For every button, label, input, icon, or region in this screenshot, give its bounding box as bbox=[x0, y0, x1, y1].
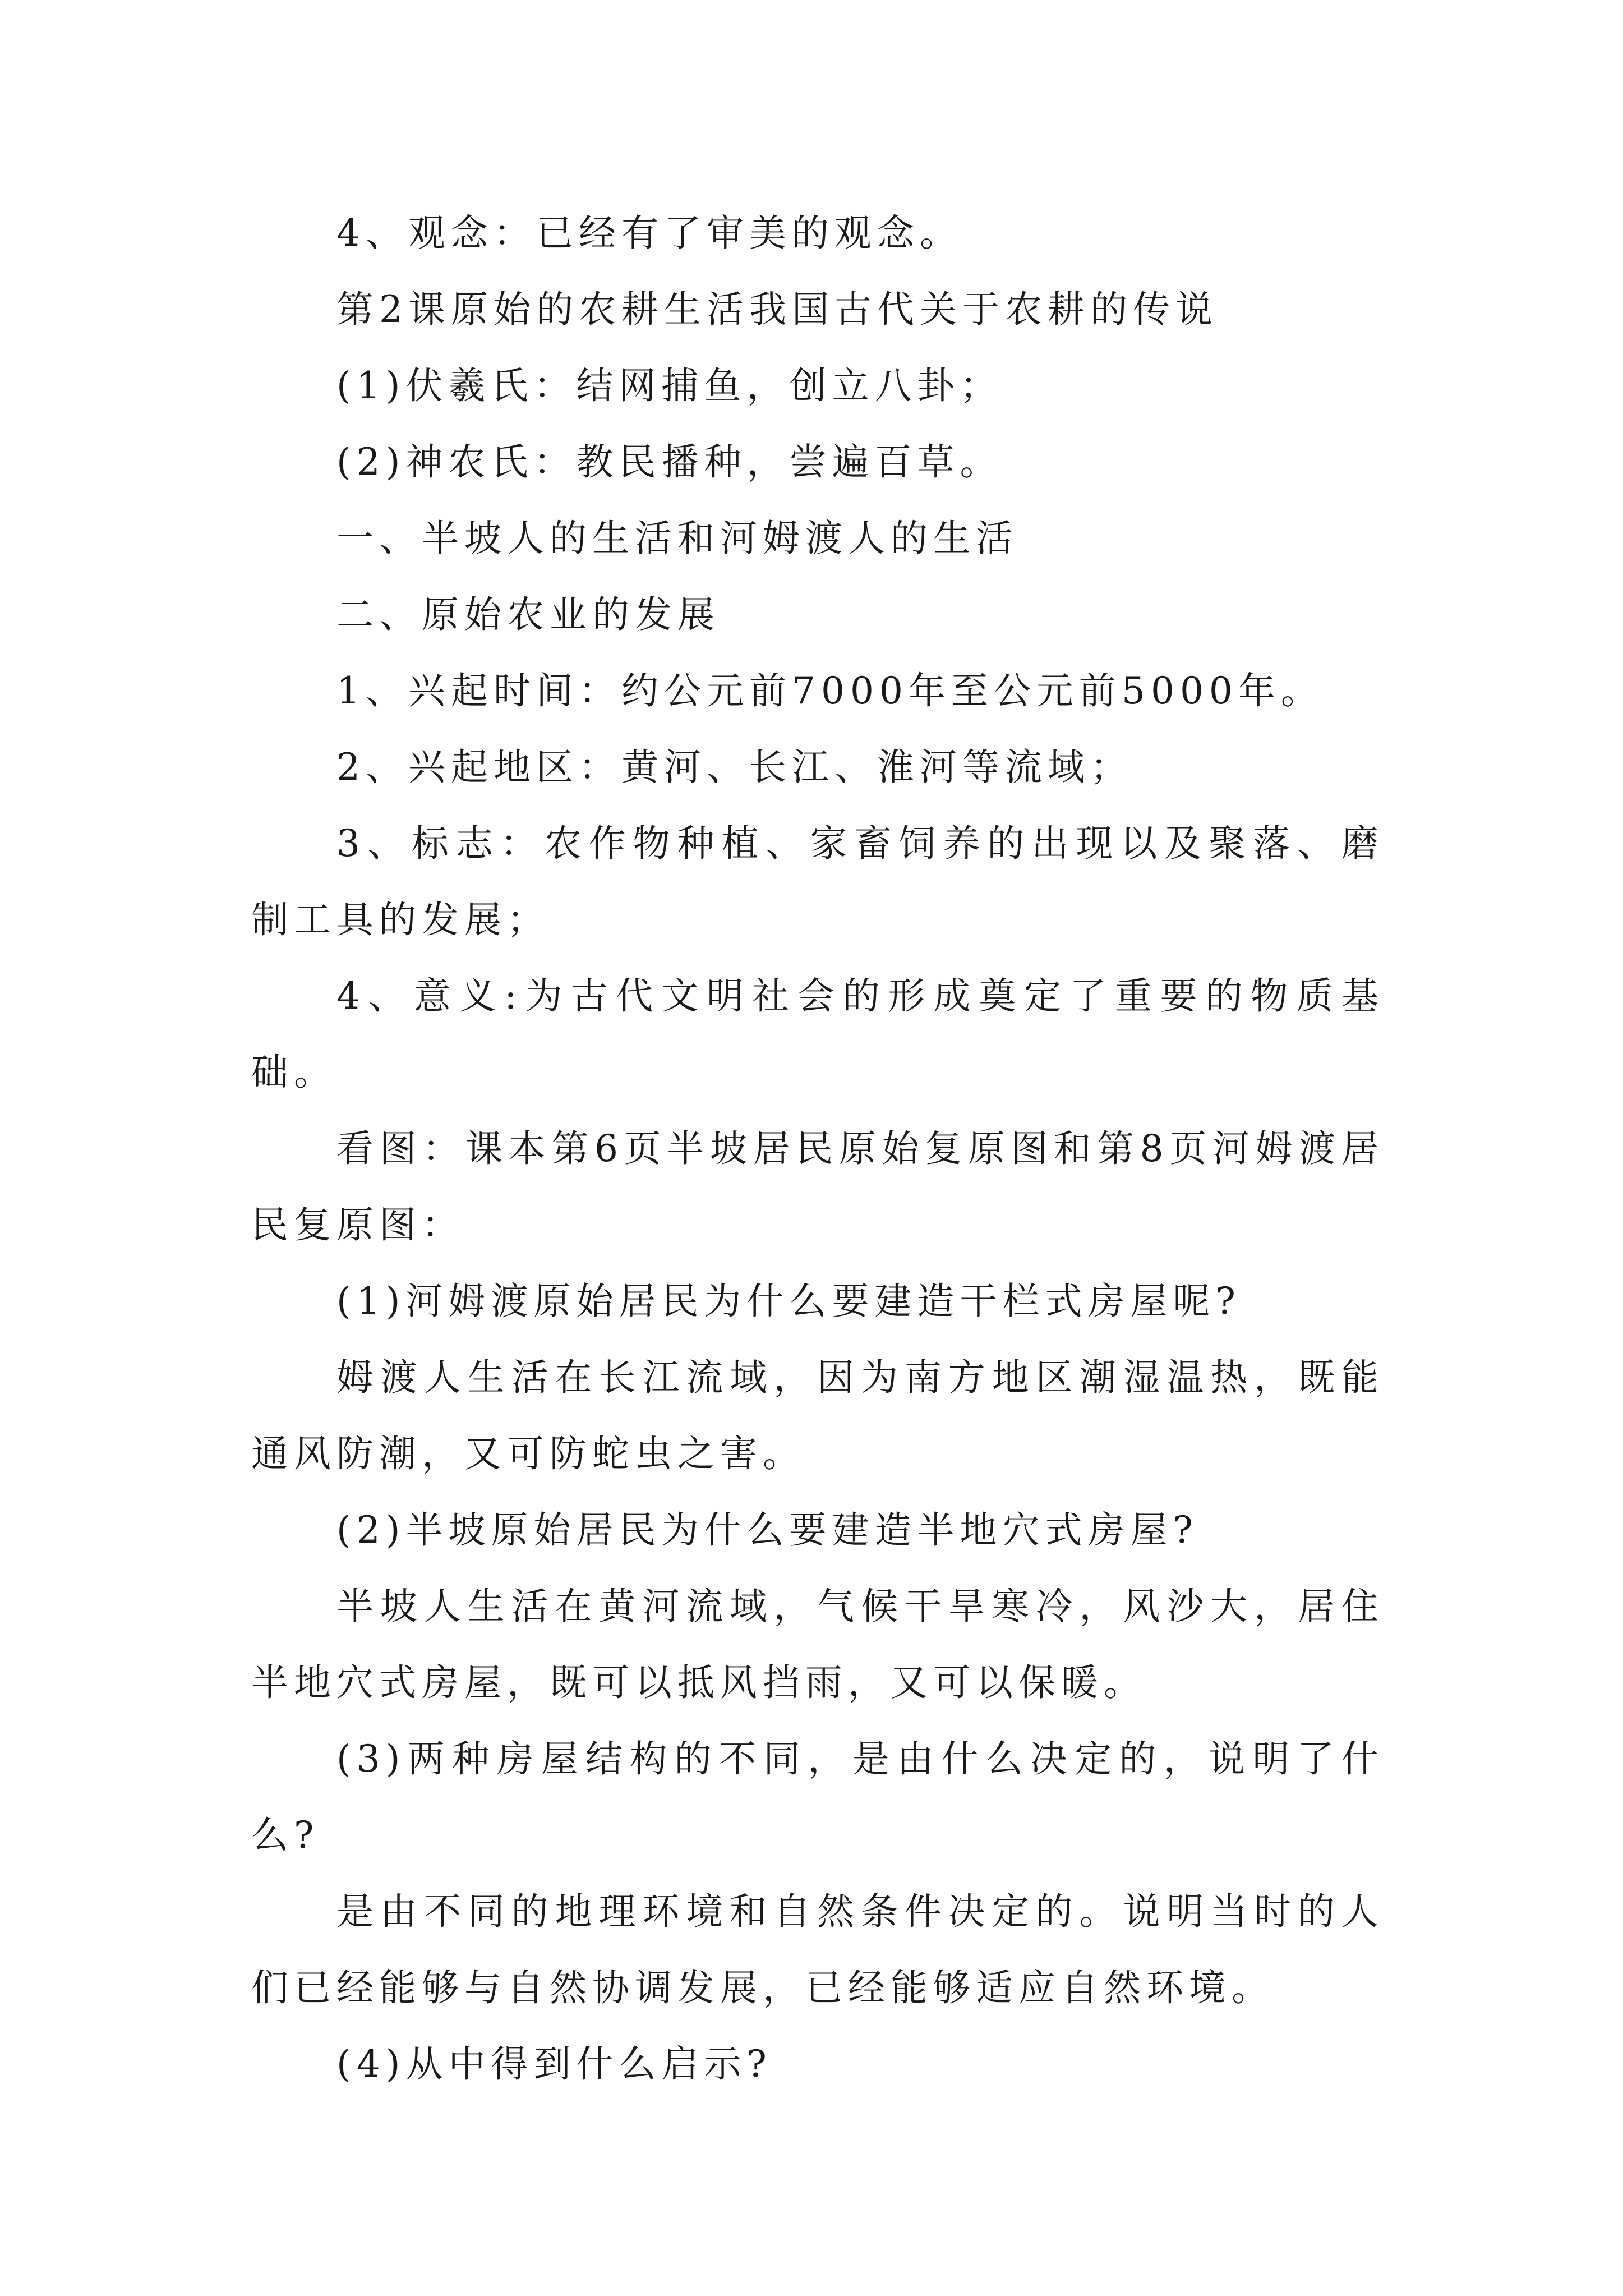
point-sign: 3、标志：农作物种植、家畜饲养的出现以及聚落、磨制工具的发展； bbox=[251, 822, 1384, 941]
point-region: 2、兴起地区：黄河、长江、淮河等流域； bbox=[336, 746, 1133, 789]
paragraph-concept: 4、观念：已经有了审美的观念。 bbox=[336, 211, 962, 255]
legend-shennong: (2)神农氏：教民播种，尝遍百草。 bbox=[336, 440, 1003, 484]
section-heading-2: 二、原始农业的发展 bbox=[336, 593, 720, 636]
question-3: (3)两种房屋结构的不同，是由什么决定的，说明了什么? bbox=[251, 1737, 1384, 1857]
point-significance: 4、意义:为古代文明社会的形成奠定了重要的物质基础。 bbox=[251, 974, 1384, 1094]
lesson-heading: 第2课原始的农耕生活我国古代关于农耕的传说 bbox=[336, 288, 1218, 331]
question-2: (2)半坡原始居民为什么要建造半地穴式房屋? bbox=[336, 1508, 1198, 1552]
answer-1: 姆渡人生活在长江流域，因为南方地区潮湿温热，既能通风防潮，又可防蛇虫之害。 bbox=[251, 1356, 1384, 1475]
figure-reference: 看图：课本第6页半坡居民原始复原图和第8页河姆渡居民复原图： bbox=[251, 1127, 1384, 1246]
answer-3: 是由不同的地理环境和自然条件决定的。说明当时的人们已经能够与自然协调发展，已经能够适应自然环境。 bbox=[251, 1890, 1384, 2009]
question-1: (1)河姆渡原始居民为什么要建造干栏式房屋呢? bbox=[336, 1280, 1241, 1323]
question-4: (4)从中得到什么启示? bbox=[336, 2042, 772, 2086]
legend-fuxi: (1)伏羲氏：结网捕鱼，创立八卦； bbox=[336, 364, 1003, 407]
document-body bbox=[251, 195, 1384, 2102]
point-time: 1、兴起时间：约公元前7000年至公元前5000年。 bbox=[336, 669, 1324, 712]
section-heading-1: 一、半坡人的生活和河姆渡人的生活 bbox=[336, 517, 1018, 560]
answer-2: 半坡人生活在黄河流域，气候干旱寒冷，风沙大，居住半地穴式房屋，既可以抵风挡雨，又可以保暖。 bbox=[251, 1585, 1384, 1704]
